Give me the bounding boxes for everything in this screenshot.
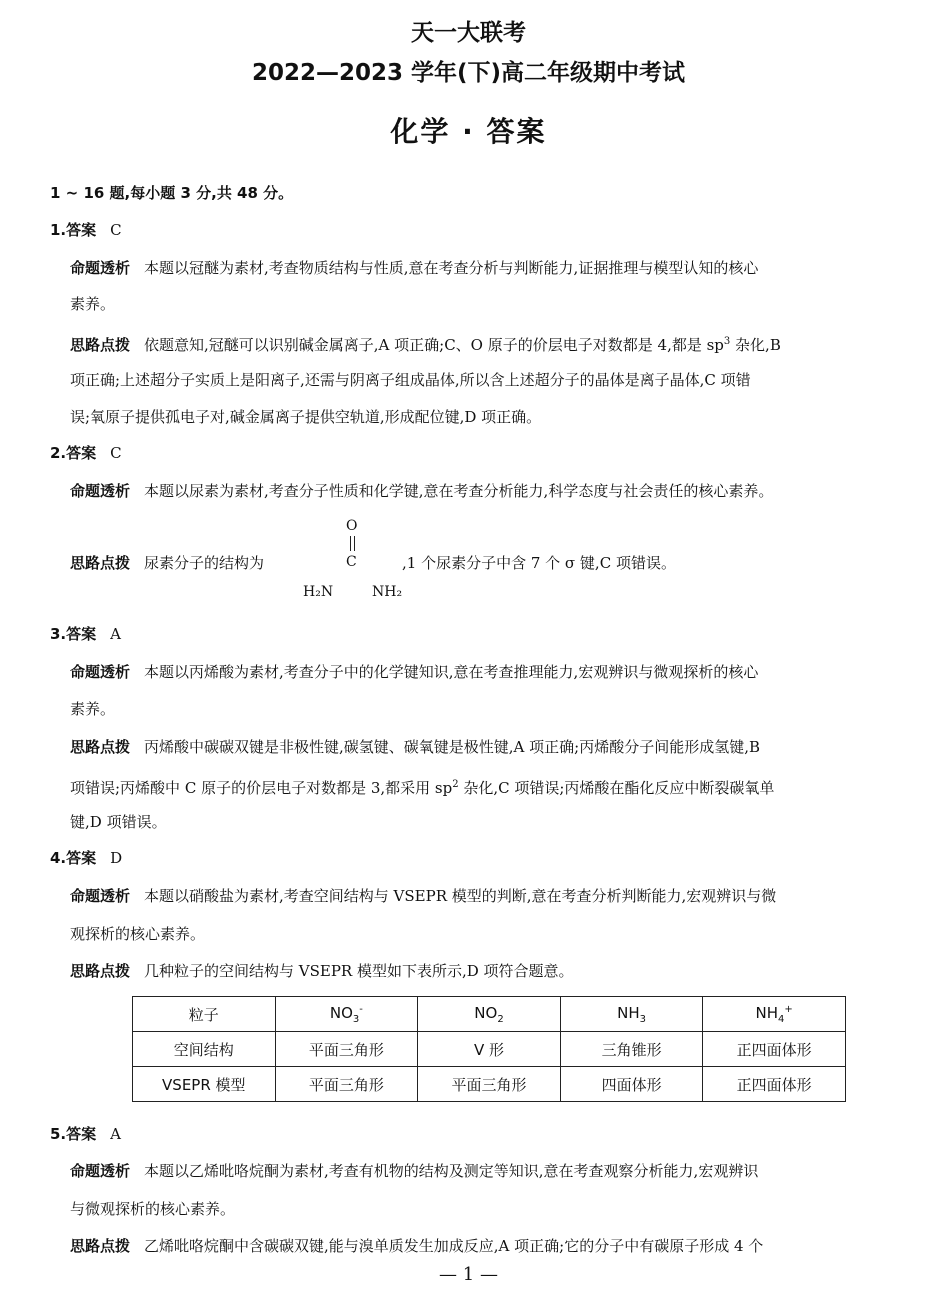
table-cell: 正四面体形 [703,1067,846,1102]
table-cell: 平面三角形 [275,1067,418,1102]
q2-hint-post: ,1 个尿素分子中含 7 个 σ 键,C 项错误。 [402,554,676,572]
q1-analysis-text: 本题以冠醚为素材,考查物质结构与性质,意在考查分析与判断能力,证据推理与模型认知的核心 [144,259,759,277]
urea-c-atom: C [346,554,357,570]
q1-answer-label: 答案 [66,221,97,239]
q2-analysis-text: 本题以尿素为素材,考查分子性质和化学键,意在考查分析能力,科学态度与社会责任的核心素养。 [144,482,774,500]
q3-analysis-text: 本题以丙烯酸为素材,考查分子中的化学键知识,意在考查推理能力,宏观辨识与微观探析的核心 [144,663,759,681]
q1-hint-sup: 3 [723,336,731,347]
q4-answer: D [110,849,123,867]
table-header-cell: $NH_4^+$ [703,997,846,1032]
q3-analysis-line [70,662,758,682]
q4-answer-label: 答案 [66,849,97,867]
q4-analysis-text: 本题以硝酸盐为素材,考查空间结构与 VSEPR 模型的判断,意在考查分析判断能力,宏观辨识与微 [144,887,777,905]
q1-analysis-cont: 素养。 [70,295,116,313]
q3-hint-label: 思路点拨 [70,738,131,756]
q5-number: 5. [50,1125,67,1143]
q5-hint-line [70,1236,763,1256]
q4-hint-line [70,961,574,981]
table-cell: 正四面体形 [703,1032,846,1067]
urea-double-bond-1 [350,536,351,551]
q3-answer-label: 答案 [66,625,97,643]
exam-title: 2022—2023 学年(下)高二年级期中考试 [251,60,686,86]
subject-title: 化学 · 答案 [390,115,547,148]
table-header-row [133,997,846,1032]
q2-analysis-label: 命题透析 [70,482,131,500]
q2-analysis-line [70,481,773,501]
q3-hint-cont2: 键,D 项错误。 [70,813,167,831]
q1-number: 1. [50,221,67,239]
q2-answer-line [50,443,122,463]
q3-analysis-cont: 素养。 [70,700,116,718]
q2-number: 2. [50,444,67,462]
table-cell: 空间结构 [133,1032,276,1067]
table-cell: 四面体形 [560,1067,703,1102]
particle-table [132,996,846,1102]
q3-answer-line [50,624,121,644]
org-title: 天一大联考 [411,20,526,46]
q1-hint-cont2: 误;氧原子提供孤电子对,碱金属离子提供空轨道,形成配位键,D 项正确。 [70,408,542,426]
q2-answer: C [110,444,122,462]
q5-analysis-text: 本题以乙烯吡咯烷酮为素材,考查有机物的结构及测定等知识,意在考查观察分析能力,宏观辨识 [144,1162,759,1180]
table-header-cell: 粒子 [133,997,276,1032]
q3-analysis-label: 命题透析 [70,663,131,681]
q3-number: 3. [50,625,67,643]
page-number: — 1 — [439,1264,498,1285]
table-header-cell: $NH_3$ [560,997,703,1032]
q4-answer-line [50,848,122,868]
intro-line: 1 ~ 16 题,每小题 3 分,共 48 分。 [50,184,294,202]
table-cell: 平面三角形 [275,1032,418,1067]
q3-answer: A [110,625,121,643]
q5-analysis-cont: 与微观探析的核心素养。 [70,1200,236,1218]
q3-hint-text-b: 杂化,C 项错误;丙烯酸在酯化反应中断裂碳氧单 [458,779,775,797]
q5-answer-label: 答案 [66,1125,97,1143]
q1-hint-label: 思路点拨 [70,336,131,354]
q1-answer: C [110,221,122,239]
q1-hint-text-b: 杂化,B [730,336,781,354]
table-cell: VSEPR 模型 [133,1067,276,1102]
q1-hint-line [70,332,781,355]
urea-double-bond-2 [354,536,355,551]
urea-right-group: NH₂ [372,584,403,600]
q5-answer-line [50,1124,121,1144]
q3-hint-line [70,737,760,757]
q4-analysis-label: 命题透析 [70,887,131,905]
urea-o-atom: O [346,518,358,534]
q2-hint-pre: 尿素分子的结构为 [144,554,265,572]
q1-answer-line [50,220,122,240]
q5-hint-text: 乙烯吡咯烷酮中含碳碳双键,能与溴单质发生加成反应,A 项正确;它的分子中有碳原子形成 4 个 [144,1237,764,1255]
table-row [133,1067,846,1102]
table-header-cell: $NO_2$ [418,997,561,1032]
q2-hint-line [70,553,264,573]
q3-hint-text: 丙烯酸中碳碳双键是非极性键,碳氢键、碳氧键是极性键,A 项正确;丙烯酸分子间能形成氢键,B [144,738,761,756]
q1-hint-text-a: 依题意知,冠醚可以识别碱金属离子,A 项正确;C、O 原子的价层电子对数都是 4,都是 sp [144,336,724,354]
q5-analysis-line [70,1161,758,1181]
q3-hint-sup: 2 [452,779,459,790]
table-cell: V 形 [418,1032,561,1067]
q4-hint-label: 思路点拨 [70,962,131,980]
urea-left-group: H₂N [303,584,334,600]
q2-hint-label: 思路点拨 [70,554,131,572]
q4-analysis-cont: 观探析的核心素养。 [70,925,206,943]
table-cell: 平面三角形 [418,1067,561,1102]
q5-analysis-label: 命题透析 [70,1162,131,1180]
q5-hint-label: 思路点拨 [70,1237,131,1255]
q4-number: 4. [50,849,67,867]
table-cell: 三角锥形 [560,1032,703,1067]
q4-hint-text: 几种粒子的空间结构与 VSEPR 模型如下表所示,D 项符合题意。 [144,962,574,980]
table-header-cell: $NO_3^-$ [275,997,418,1032]
q3-hint-text-a: 项错误;丙烯酸中 C 原子的价层电子对数都是 3,都采用 sp [70,779,453,797]
q1-analysis-line [70,258,758,278]
q4-analysis-line [70,886,776,906]
q2-answer-label: 答案 [66,444,97,462]
q5-answer: A [110,1125,121,1143]
q3-hint-cont1 [70,775,774,798]
table-row [133,1032,846,1067]
q1-analysis-label: 命题透析 [70,259,131,277]
q1-hint-cont1: 项正确;上述超分子实质上是阳离子,还需与阴离子组成晶体,所以含上述超分子的晶体是离子晶体,C 项错 [70,371,751,389]
